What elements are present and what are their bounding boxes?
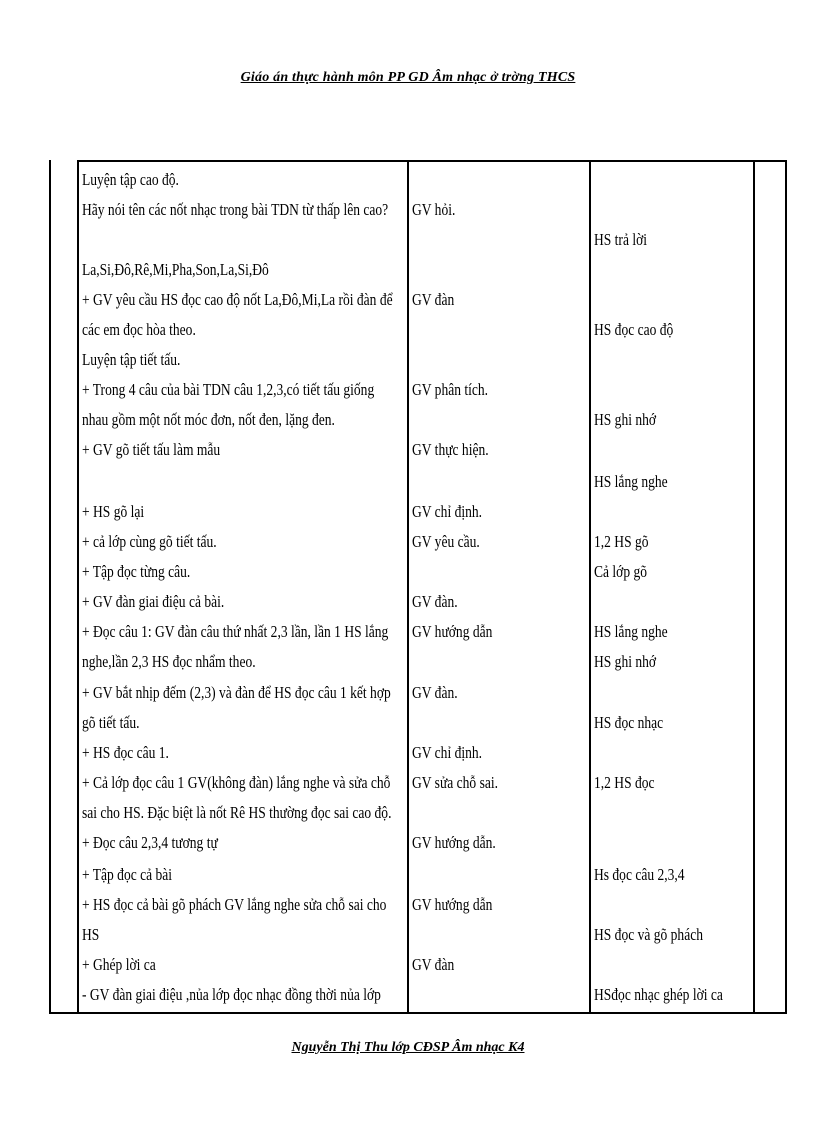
table-right-border (785, 160, 787, 1012)
table-cell-text: GV sửa chỗ sai. (412, 773, 498, 792)
table-cell-text: + GV bắt nhịp đếm (2,3) và đàn để HS đọc câu 1 kết hợp (82, 683, 391, 702)
table-left-border (49, 160, 51, 1012)
page-footer: Nguyễn Thị Thu lớp CĐSP Âm nhạc K4 (291, 1040, 525, 1055)
table-cell-text: nghe,lần 2,3 HS đọc nhẩm theo. (82, 652, 256, 671)
table-cell-text: HS lắng nghe (594, 622, 668, 641)
column-divider-2 (407, 160, 409, 1012)
table-cell-text: + GV gõ tiết tấu làm mẫu (82, 440, 221, 459)
table-cell-text: + Ghép lời ca (82, 955, 156, 974)
table-cell-text: + Tập đọc cả bài (82, 865, 173, 884)
table-cell-text: HS ghi nhớ (594, 410, 657, 429)
table-cell-text: GV hướng dẫn. (412, 833, 496, 852)
table-cell-text: 1,2 HS gõ (594, 532, 649, 551)
table-cell-text: Cả lớp gõ (594, 562, 648, 581)
table-cell-text: GV đàn (412, 290, 455, 309)
table-cell-text: + Đọc câu 2,3,4 tương tự (82, 833, 218, 852)
table-cell-text: + Cả lớp đọc câu 1 GV(không đàn) lắng nghe và sửa chỗ (82, 773, 391, 792)
table-cell-text: HS đọc nhạc (594, 713, 664, 732)
table-cell-text: GV hướng dẫn (412, 622, 493, 641)
table-cell-text: GV chỉ định. (412, 502, 483, 521)
table-cell-text: + Trong 4 câu của bài TDN câu 1,2,3,có tiết tấu giống (82, 380, 375, 399)
table-cell-text: - GV đàn giai điệu ,nủa lớp đọc nhạc đồng thời nủa lớp (82, 985, 381, 1004)
table-cell-text: nhau gồm một nốt móc đơn, nốt đen, lặng đen. (82, 410, 335, 429)
table-cell-text: 1,2 HS đọc (594, 773, 655, 792)
table-cell-text: GV phân tích. (412, 380, 489, 399)
table-cell-text: + Tập đọc từng câu. (82, 562, 191, 581)
table-cell-text: sai cho HS. Đặc biệt là nốt Rê HS thường đọc sai cao độ. (82, 803, 392, 822)
table-cell-text: gõ tiết tấu. (82, 713, 140, 732)
table-cell-text: GV hỏi. (412, 200, 456, 219)
table-cell-text: Hs đọc câu 2,3,4 (594, 865, 685, 884)
table-cell-text: HS (82, 925, 100, 944)
table-cell-text: GV thực hiện. (412, 440, 489, 459)
table-cell-text: Luyện tập tiết tấu. (82, 350, 181, 369)
table-top-border (77, 160, 787, 162)
column-divider-3 (589, 160, 591, 1012)
table-cell-text: các em đọc hòa theo. (82, 320, 196, 339)
table-cell-text: + HS đọc câu 1. (82, 743, 169, 762)
table-cell-text: Hãy nói tên các nốt nhạc trong bài TDN từ thấp lên cao? (82, 200, 389, 219)
table-cell-text: + GV yêu cầu HS đọc cao độ nốt La,Đô,Mi,La rồi đàn để (82, 290, 393, 309)
table-cell-text: HS ghi nhớ (594, 652, 657, 671)
table-cell-text: HSđọc nhạc ghép lời ca (594, 985, 723, 1004)
page-header: Giáo án thực hành môn PP GD Âm nhạc ở trờng THCS (240, 70, 576, 85)
table-cell-text: GV yêu cầu. (412, 532, 480, 551)
column-divider-4 (753, 160, 755, 1012)
table-cell-text: GV hướng dẫn (412, 895, 493, 914)
table-cell-text: + cả lớp cùng gõ tiết tấu. (82, 532, 217, 551)
table-cell-text: La,Si,Đô,Rê,Mi,Pha,Son,La,Si,Đô (82, 260, 269, 279)
lesson-table (49, 160, 787, 1014)
table-cell-text: HS trả lời (594, 230, 648, 249)
table-cell-text: + GV đàn giai điệu cả bài. (82, 592, 225, 611)
column-divider-1 (77, 160, 79, 1012)
table-cell-text: HS đọc và gõ phách (594, 925, 703, 944)
table-cell-text: GV đàn. (412, 683, 458, 702)
table-cell-text: GV chỉ định. (412, 743, 483, 762)
table-cell-text: HS đọc cao độ (594, 320, 674, 339)
table-cell-text: + HS gõ lại (82, 502, 145, 521)
table-cell-text: + Đọc câu 1: GV đàn câu thứ nhất 2,3 lần, lần 1 HS lắng (82, 622, 389, 641)
table-cell-text: HS lắng nghe (594, 472, 668, 491)
table-cell-text: + HS đọc cả bài gõ phách GV lắng nghe sửa chỗ sai cho (82, 895, 387, 914)
table-cell-text: Luyện tập cao độ. (82, 170, 179, 189)
table-cell-text: GV đàn (412, 955, 455, 974)
table-cell-text: GV đàn. (412, 592, 458, 611)
